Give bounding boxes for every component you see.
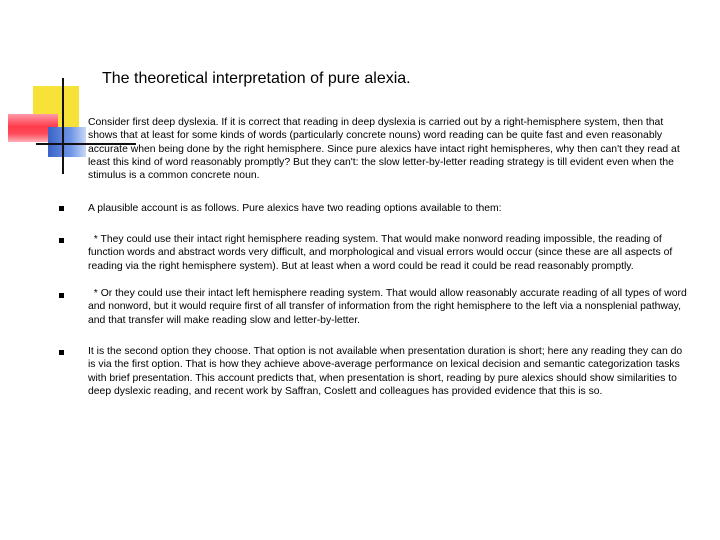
paragraph-second-option: It is the second option they choose. That option is not available when presentation duration is short; here any reading they can do is via the first option. That is how they achieve above-average performance on lexical decision and semantic categorization tasks with brief presentation. This account predicts that, when presentation is short, reading by pure alexics should show similarities to deep dyslexic reading, and recent work by Saffran, Coslett and colleagues has provided evidence that this is so. [88, 346, 683, 397]
paragraph-deep-dyslexia: Consider first deep dyslexia. If it is correct that reading in deep dyslexia is carried out by a right-hemisphere system, then that shows that at least for some kinds of words (particularly concrete nouns) word reading can be quite fast and even reasonably accurate when being done by the right hemisphere. Since pure alexics have intact right hemispheres, why then can't they read at least this kind of word reasonably promptly? But they can't: the slow letter-by-letter reading strategy is till evident even when the stimulus is a common concrete noun. [88, 117, 680, 182]
bullet-marker [59, 238, 64, 243]
decor-vertical-line [62, 78, 64, 174]
bullet-marker [59, 350, 64, 355]
paragraph-option-right-hemisphere: * They could use their intact right hemisphere reading system. That would make nonword reading impossible, the reading of function words and abstract words very difficult, and morphological and visual errors would occur (since these are all aspects of reading via the right hemisphere system). But at least when a word could be read it could be read reasonably promptly. [88, 234, 676, 272]
bullet-marker [59, 293, 64, 298]
bullet-marker [59, 206, 64, 211]
paragraph-plausible-account: A plausible account is as follows. Pure alexics have two reading options available to them: [88, 203, 502, 214]
slide-title: The theoretical interpretation of pure alexia. [102, 70, 411, 87]
decor-blue-square [48, 127, 86, 157]
paragraph-option-left-hemisphere: * Or they could use their intact left hemisphere reading system. That would allow reasonably accurate reading of all types of word and nonword, but it would require first of all transfer of information from the right hemisphere to the left via a nonsplenial pathway, and that transfer will make reading slow and letter-by-letter. [88, 288, 690, 326]
